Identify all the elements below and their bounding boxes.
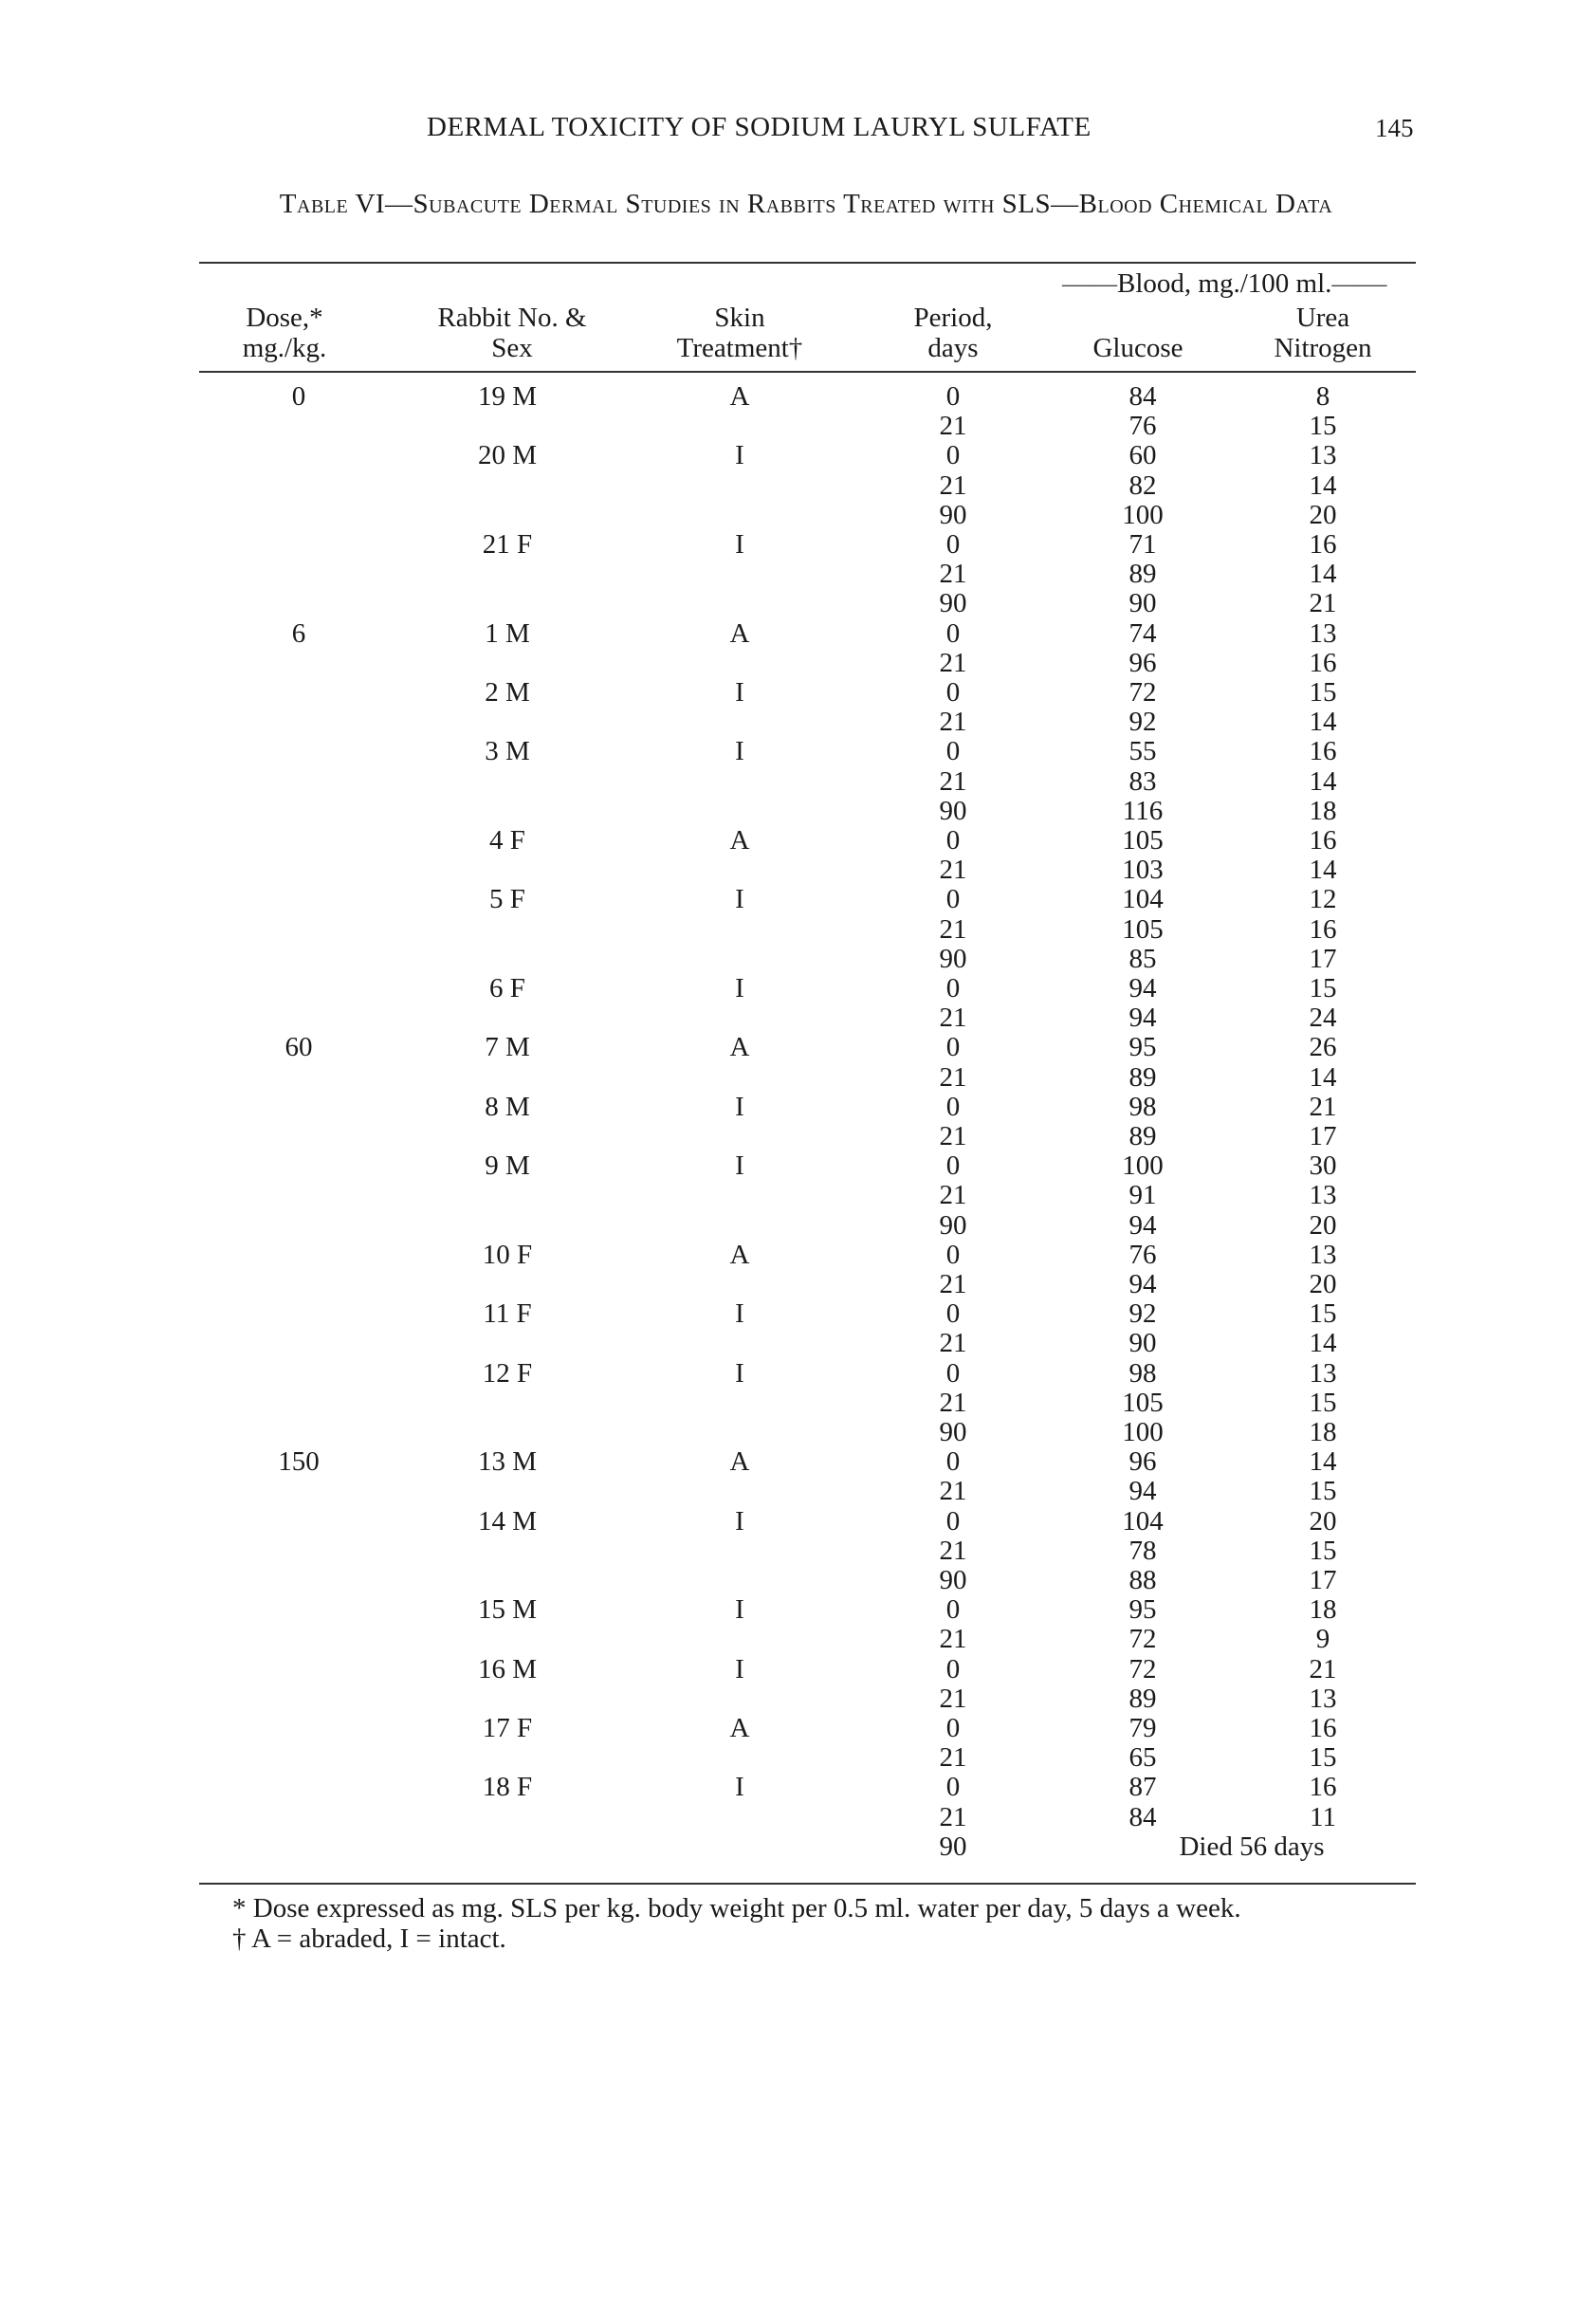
cell-skin: I [735, 1357, 744, 1389]
cell-rabbit: 3 M [485, 736, 530, 767]
cell-period: 0 [945, 1446, 961, 1478]
cell-period: 21 [939, 1387, 967, 1418]
cell-period: 90 [939, 1831, 967, 1862]
cell-glucose: 104 [1122, 1505, 1164, 1537]
header-urea-line2: Nitrogen [1274, 333, 1372, 363]
cell-glucose: 103 [1122, 855, 1164, 886]
cell-glucose: 105 [1122, 913, 1164, 945]
table-row [0, 1210, 1596, 1241]
cell-note: Died 56 days [1179, 1831, 1325, 1862]
table-row [0, 1802, 1596, 1832]
table-row [0, 381, 1596, 412]
table-row [0, 1269, 1596, 1299]
header-period-line1: Period, [913, 303, 993, 333]
cell-glucose: 94 [1128, 1209, 1157, 1241]
cell-urea: 12 [1309, 884, 1337, 915]
cell-urea: 13 [1309, 1683, 1337, 1714]
cell-urea: 20 [1309, 499, 1337, 530]
table-row [0, 1654, 1596, 1684]
cell-skin: I [735, 736, 744, 767]
table-row [0, 648, 1596, 678]
table-row [0, 559, 1596, 589]
table-row [0, 529, 1596, 560]
cell-period: 0 [945, 1239, 961, 1270]
header-period-line2: days [927, 333, 979, 363]
table-top-rule [199, 262, 1416, 264]
cell-rabbit: 9 M [485, 1150, 530, 1182]
cell-urea: 16 [1309, 529, 1337, 560]
cell-period: 90 [939, 1417, 967, 1447]
cell-skin: A [729, 617, 750, 649]
cell-rabbit: 19 M [477, 381, 538, 412]
cell-rabbit: 10 F [482, 1239, 533, 1270]
cell-urea: 15 [1309, 677, 1337, 708]
cell-glucose: 91 [1128, 1180, 1157, 1211]
cell-skin: I [735, 1150, 744, 1182]
header-dose [232, 303, 337, 363]
cell-rabbit: 11 F [483, 1298, 532, 1330]
cell-rabbit: 18 F [482, 1772, 533, 1803]
cell-glucose: 116 [1122, 795, 1164, 826]
header-rabbit-line2: Sex [491, 333, 533, 363]
group-dash-right: —— [1331, 268, 1387, 299]
page-number: 145 [1375, 114, 1414, 142]
table-row [0, 1713, 1596, 1743]
cell-urea: 16 [1309, 736, 1337, 767]
cell-glucose: 98 [1128, 1357, 1157, 1389]
cell-rabbit: 4 F [489, 825, 525, 856]
cell-skin: A [729, 1446, 750, 1478]
cell-urea: 9 [1315, 1624, 1330, 1655]
cell-skin: A [729, 1239, 750, 1270]
cell-glucose: 96 [1128, 647, 1157, 678]
header-rabbit-line1: Rabbit No. & [437, 303, 587, 333]
cell-urea: 13 [1309, 440, 1337, 471]
cell-urea: 15 [1309, 1387, 1337, 1418]
cell-glucose: 100 [1122, 499, 1164, 530]
table-row [0, 1594, 1596, 1625]
cell-glucose: 84 [1128, 381, 1157, 412]
header-dose-line1: Dose,* [246, 303, 323, 333]
table-caption [190, 186, 1422, 222]
cell-skin: I [735, 677, 744, 708]
cell-rabbit: 7 M [485, 1032, 530, 1063]
table-row [0, 884, 1596, 914]
cell-rabbit: 8 M [485, 1091, 530, 1122]
cell-urea: 14 [1309, 1328, 1337, 1359]
cell-glucose: 104 [1122, 884, 1164, 915]
cell-period: 90 [939, 588, 967, 619]
table-row [0, 1328, 1596, 1358]
cell-urea: 8 [1315, 381, 1330, 412]
cell-glucose: 55 [1128, 736, 1157, 767]
cell-glucose: 89 [1128, 1683, 1157, 1714]
cell-urea: 16 [1309, 825, 1337, 856]
table-row [0, 440, 1596, 470]
table-row [0, 1003, 1596, 1033]
cell-rabbit: 6 F [489, 973, 525, 1003]
cell-period: 0 [945, 825, 961, 856]
cell-period: 21 [939, 469, 967, 501]
cell-urea: 15 [1309, 1476, 1337, 1507]
table-row [0, 1180, 1596, 1210]
header-urea [1252, 303, 1394, 363]
cell-period: 90 [939, 795, 967, 826]
cell-urea: 21 [1309, 1091, 1337, 1122]
cell-glucose: 105 [1122, 1387, 1164, 1418]
table-row [0, 1417, 1596, 1447]
cell-urea: 20 [1309, 1209, 1337, 1241]
table-row [0, 411, 1596, 441]
header-skin [654, 303, 825, 363]
cell-period: 0 [945, 1298, 961, 1330]
cell-period: 21 [939, 707, 967, 738]
table-bottom-rule [199, 1883, 1416, 1885]
cell-glucose: 92 [1128, 1298, 1157, 1330]
table-row [0, 677, 1596, 708]
cell-period: 0 [945, 1594, 961, 1626]
cell-skin: A [729, 1713, 750, 1743]
cell-urea: 24 [1309, 1003, 1337, 1034]
cell-period: 21 [939, 1742, 967, 1774]
cell-urea: 18 [1309, 1594, 1337, 1626]
cell-skin: A [729, 1032, 750, 1063]
cell-period: 0 [945, 884, 961, 915]
caption-label: Table VI— [279, 189, 413, 219]
cell-period: 0 [945, 1505, 961, 1537]
table-row [0, 1298, 1596, 1329]
cell-urea: 14 [1309, 559, 1337, 590]
table-row [0, 1240, 1596, 1270]
cell-urea: 14 [1309, 707, 1337, 738]
table-row [0, 1092, 1596, 1122]
cell-skin: I [735, 1594, 744, 1626]
table-row [0, 736, 1596, 766]
table-row [0, 766, 1596, 797]
cell-urea: 15 [1309, 1535, 1337, 1566]
cell-rabbit: 14 M [477, 1505, 538, 1537]
cell-period: 21 [939, 1180, 967, 1211]
cell-dose: 6 [291, 617, 306, 649]
cell-period: 21 [939, 1003, 967, 1034]
cell-urea: 15 [1309, 1298, 1337, 1330]
cell-skin: I [735, 1505, 744, 1537]
cell-dose: 0 [291, 381, 306, 412]
header-dose-line2: mg./kg. [242, 333, 327, 363]
table-row [0, 618, 1596, 649]
table-row [0, 707, 1596, 737]
table-row [0, 1506, 1596, 1537]
cell-period: 21 [939, 1061, 967, 1093]
group-dash-left: —— [1062, 268, 1117, 299]
cell-skin: I [735, 1091, 744, 1122]
cell-glucose: 90 [1128, 1328, 1157, 1359]
cell-period: 21 [939, 1269, 967, 1299]
cell-period: 21 [939, 1624, 967, 1655]
cell-glucose: 94 [1128, 1476, 1157, 1507]
cell-period: 0 [945, 1772, 961, 1803]
cell-period: 0 [945, 529, 961, 560]
cell-period: 90 [939, 1209, 967, 1241]
cell-period: 0 [945, 1713, 961, 1743]
table-row [0, 588, 1596, 618]
cell-rabbit: 12 F [482, 1357, 533, 1389]
header-period [891, 303, 1015, 363]
cell-skin: A [729, 381, 750, 412]
cell-skin: I [735, 529, 744, 560]
header-skin-line1: Skin [714, 303, 765, 333]
cell-period: 0 [945, 1357, 961, 1389]
cell-urea: 17 [1309, 943, 1337, 974]
cell-glucose: 94 [1128, 973, 1157, 1003]
table-row [0, 973, 1596, 1003]
cell-skin: I [735, 440, 744, 471]
header-skin-line2: Treatment† [676, 333, 803, 363]
table-row [0, 914, 1596, 945]
table-row [0, 855, 1596, 885]
header-glucose [1067, 333, 1209, 363]
cell-rabbit: 2 M [485, 677, 530, 708]
cell-period: 0 [945, 1150, 961, 1182]
cell-urea: 16 [1309, 1713, 1337, 1743]
cell-period: 0 [945, 1091, 961, 1122]
table-row [0, 1150, 1596, 1181]
cell-urea: 13 [1309, 1239, 1337, 1270]
cell-rabbit: 1 M [485, 617, 530, 649]
cell-urea: 17 [1309, 1121, 1337, 1151]
cell-urea: 30 [1309, 1150, 1337, 1182]
cell-skin: I [735, 1298, 744, 1330]
cell-urea: 14 [1309, 469, 1337, 501]
table-row [0, 796, 1596, 826]
cell-urea: 16 [1309, 913, 1337, 945]
cell-glucose: 95 [1128, 1032, 1157, 1063]
cell-period: 21 [939, 1801, 967, 1832]
footnote-skin: † A = abraded, I = intact. [232, 1923, 506, 1954]
cell-urea: 14 [1309, 1061, 1337, 1093]
cell-glucose: 87 [1128, 1772, 1157, 1803]
cell-urea: 13 [1309, 1180, 1337, 1211]
cell-glucose: 76 [1128, 1239, 1157, 1270]
cell-skin: I [735, 884, 744, 915]
cell-period: 90 [939, 1565, 967, 1595]
cell-urea: 13 [1309, 617, 1337, 649]
cell-rabbit: 16 M [477, 1653, 538, 1684]
cell-urea: 20 [1309, 1269, 1337, 1299]
cell-rabbit: 20 M [477, 440, 538, 471]
cell-urea: 14 [1309, 765, 1337, 797]
cell-glucose: 89 [1128, 1061, 1157, 1093]
cell-period: 0 [945, 440, 961, 471]
cell-rabbit: 17 F [482, 1713, 533, 1743]
cell-rabbit: 5 F [489, 884, 525, 915]
cell-urea: 18 [1309, 1417, 1337, 1447]
cell-urea: 15 [1309, 411, 1337, 442]
cell-glucose: 72 [1128, 677, 1157, 708]
table-header-rule [199, 371, 1416, 373]
cell-glucose: 71 [1128, 529, 1157, 560]
table-row [0, 470, 1596, 501]
cell-urea: 16 [1309, 1772, 1337, 1803]
cell-period: 21 [939, 411, 967, 442]
table-row [0, 1742, 1596, 1773]
table-row [0, 1062, 1596, 1093]
cell-period: 90 [939, 943, 967, 974]
cell-period: 21 [939, 1683, 967, 1714]
cell-skin: I [735, 1653, 744, 1684]
cell-urea: 14 [1309, 1446, 1337, 1478]
group-header-label: Blood, mg./100 ml. [1117, 268, 1332, 299]
cell-glucose: 92 [1128, 707, 1157, 738]
header-glucose-line1: Glucose [1092, 333, 1183, 363]
cell-dose: 60 [284, 1032, 313, 1063]
cell-period: 21 [939, 855, 967, 886]
cell-glucose: 98 [1128, 1091, 1157, 1122]
cell-urea: 17 [1309, 1565, 1337, 1595]
cell-period: 0 [945, 617, 961, 649]
cell-period: 21 [939, 1328, 967, 1359]
cell-period: 21 [939, 765, 967, 797]
cell-glucose: 72 [1128, 1653, 1157, 1684]
cell-urea: 26 [1309, 1032, 1337, 1063]
cell-glucose: 83 [1128, 765, 1157, 797]
cell-glucose: 79 [1128, 1713, 1157, 1743]
cell-glucose: 89 [1128, 559, 1157, 590]
cell-glucose: 89 [1128, 1121, 1157, 1151]
cell-glucose: 85 [1128, 943, 1157, 974]
table-row [0, 1624, 1596, 1654]
cell-period: 21 [939, 647, 967, 678]
cell-urea: 20 [1309, 1505, 1337, 1537]
cell-glucose: 96 [1128, 1446, 1157, 1478]
cell-glucose: 74 [1128, 617, 1157, 649]
cell-urea: 11 [1310, 1801, 1336, 1832]
table-row [0, 1121, 1596, 1151]
cell-glucose: 78 [1128, 1535, 1157, 1566]
cell-glucose: 72 [1128, 1624, 1157, 1655]
table-row [0, 1446, 1596, 1477]
table-row [0, 500, 1596, 530]
cell-urea: 13 [1309, 1357, 1337, 1389]
table-row [0, 1684, 1596, 1714]
cell-urea: 21 [1309, 588, 1337, 619]
cell-period: 0 [945, 1032, 961, 1063]
cell-urea: 16 [1309, 647, 1337, 678]
cell-glucose: 76 [1128, 411, 1157, 442]
cell-glucose: 105 [1122, 825, 1164, 856]
cell-glucose: 82 [1128, 469, 1157, 501]
cell-glucose: 84 [1128, 1801, 1157, 1832]
header-rabbit [408, 303, 616, 363]
table-row [0, 1831, 1596, 1862]
header-urea-line1: Urea [1295, 303, 1350, 333]
table-row [0, 1388, 1596, 1418]
cell-rabbit: 15 M [477, 1594, 538, 1626]
cell-glucose: 95 [1128, 1594, 1157, 1626]
cell-urea: 18 [1309, 795, 1337, 826]
cell-period: 0 [945, 677, 961, 708]
cell-period: 0 [945, 1653, 961, 1684]
cell-urea: 21 [1309, 1653, 1337, 1684]
blood-group-header [1062, 268, 1386, 300]
table-row [0, 825, 1596, 856]
cell-skin: I [735, 1772, 744, 1803]
cell-period: 21 [939, 1476, 967, 1507]
table-row [0, 1032, 1596, 1062]
cell-glucose: 94 [1128, 1269, 1157, 1299]
cell-rabbit: 21 F [482, 529, 533, 560]
cell-period: 0 [945, 736, 961, 767]
cell-period: 21 [939, 913, 967, 945]
cell-period: 21 [939, 559, 967, 590]
table-row [0, 1358, 1596, 1389]
cell-glucose: 88 [1128, 1565, 1157, 1595]
cell-urea: 14 [1309, 855, 1337, 886]
cell-period: 90 [939, 499, 967, 530]
table-row [0, 1772, 1596, 1802]
cell-skin: A [729, 825, 750, 856]
cell-period: 21 [939, 1535, 967, 1566]
cell-period: 0 [945, 973, 961, 1003]
cell-period: 21 [939, 1121, 967, 1151]
table-row [0, 1536, 1596, 1566]
cell-glucose: 100 [1122, 1150, 1164, 1182]
running-head: DERMAL TOXICITY OF SODIUM LAURYL SULFATE [427, 112, 1092, 142]
caption-title: Subacute Dermal Studies in Rabbits Treated with SLS—Blood Chemical Data [413, 189, 1333, 219]
cell-glucose: 60 [1128, 440, 1157, 471]
table-row [0, 944, 1596, 974]
table-row [0, 1565, 1596, 1595]
cell-glucose: 94 [1128, 1003, 1157, 1034]
cell-glucose: 65 [1128, 1742, 1157, 1774]
cell-glucose: 90 [1128, 588, 1157, 619]
cell-period: 0 [945, 381, 961, 412]
cell-urea: 15 [1309, 973, 1337, 1003]
cell-dose: 150 [278, 1446, 320, 1478]
cell-urea: 15 [1309, 1742, 1337, 1774]
cell-rabbit: 13 M [477, 1446, 538, 1478]
cell-glucose: 100 [1122, 1417, 1164, 1447]
footnote-dose: * Dose expressed as mg. SLS per kg. body weight per 0.5 ml. water per day, 5 days a week. [232, 1893, 1241, 1923]
cell-skin: I [735, 973, 744, 1003]
table-row [0, 1476, 1596, 1506]
